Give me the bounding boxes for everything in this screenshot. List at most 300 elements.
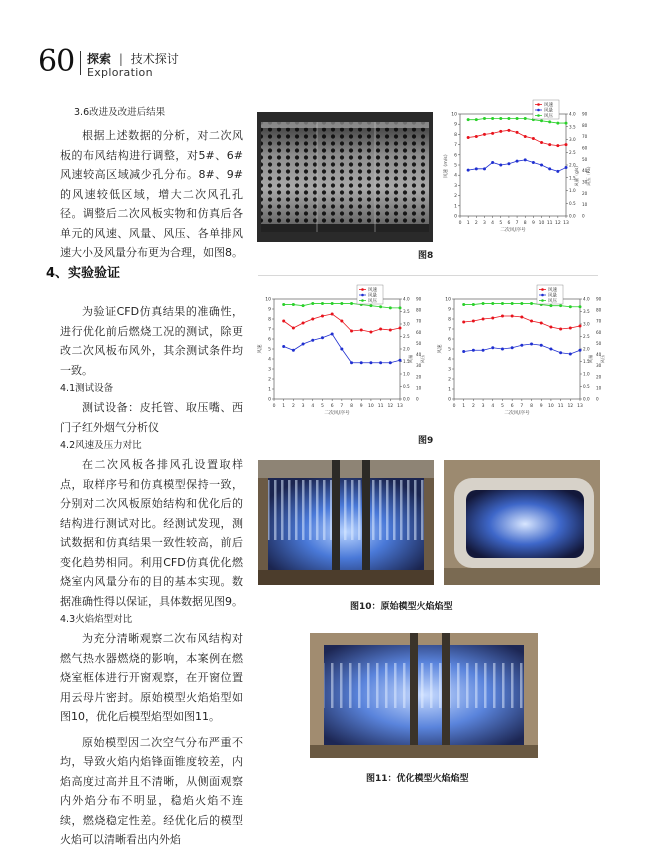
series-point	[369, 331, 372, 334]
x-tick-label: 11	[377, 404, 384, 409]
series-point	[350, 361, 353, 364]
legend-label: 风压	[548, 299, 557, 305]
y3-tick-label: 50	[416, 340, 422, 346]
column-title-main: 探索	[87, 52, 112, 66]
legend-marker	[361, 288, 364, 291]
y3-tick-label: 50	[596, 340, 602, 346]
fig10-caption: 图10：原始模型火焰焰型	[350, 602, 453, 612]
series-point	[282, 320, 285, 323]
series-point	[579, 325, 582, 328]
y-tick-label: 6	[454, 153, 457, 159]
y2-tick-label: 0.0	[583, 396, 590, 402]
series-point	[501, 315, 504, 318]
y3-tick-label: 20	[416, 374, 422, 380]
y2-tick-label: 1.5	[403, 359, 410, 364]
fig8-plate-photo	[257, 112, 433, 242]
series-point	[462, 350, 465, 353]
x-tick-label: 7	[340, 404, 344, 409]
series-point	[475, 118, 478, 121]
legend-marker	[537, 103, 540, 106]
y-tick-label: 8	[454, 132, 457, 138]
series-point	[475, 135, 478, 138]
legend-label: 风速	[368, 288, 377, 294]
y3-tick-label: 70	[582, 134, 588, 140]
x-tick-label: 3	[483, 221, 486, 226]
legend-label: 风压	[544, 114, 553, 120]
perforated-plate-image	[257, 112, 433, 242]
x-tick-label: 13	[397, 404, 403, 409]
section-4-2-title: 4.2风速及压力对比	[60, 440, 142, 451]
y3-tick-label: 90	[596, 296, 602, 302]
section-4-1-paragraph: 测试设备：皮托管、取压嘴、西门子红外烟气分析仪	[60, 401, 243, 434]
series-point	[369, 304, 372, 307]
series-point	[520, 316, 523, 319]
x-tick-label: 4	[491, 404, 495, 409]
legend-marker	[537, 114, 540, 117]
figure-divider	[258, 275, 598, 276]
series-point	[559, 351, 562, 354]
series-point	[483, 117, 486, 120]
plot-frame	[460, 114, 566, 216]
series-point	[556, 144, 559, 147]
y3-tick-label: 70	[596, 318, 602, 324]
y-tick-label: 10	[265, 297, 271, 303]
y3-tick-label: 40	[596, 352, 602, 358]
fig11-flame-photo	[310, 633, 538, 758]
series-point	[491, 346, 494, 349]
series-point	[340, 320, 343, 323]
series-point	[331, 313, 334, 316]
section-4-paragraph: 为验证CFD仿真结果的准确性，进行优化前后燃烧工况的测试，除更改二次风板布风外，其余测试条件均一致。	[60, 305, 243, 377]
series-point	[532, 137, 535, 140]
legend-marker	[541, 294, 544, 297]
y2-tick-label: 1.0	[583, 371, 590, 377]
series-point	[548, 143, 551, 146]
y-tick-label: 6	[268, 337, 271, 343]
y2-tick-label: 2.0	[569, 162, 576, 168]
y3-tick-label: 70	[416, 318, 422, 324]
y-tick-label: 3	[268, 367, 271, 373]
series-point	[472, 303, 475, 306]
series-line-0	[284, 314, 400, 332]
series-point	[321, 302, 324, 305]
y2-tick-label: 3.5	[569, 124, 576, 130]
series-point	[491, 302, 494, 305]
series-point	[482, 349, 485, 352]
y3-tick-label: 30	[416, 363, 422, 369]
section-4-3-title: 4.3火焰焰型对比	[60, 614, 133, 625]
x-axis-label: 二次风/序号	[504, 411, 530, 416]
series-point	[483, 167, 486, 170]
x-tick-label: 3	[301, 404, 305, 409]
y2-tick-label: 4.0	[403, 296, 410, 302]
y2-tick-label: 1.5	[569, 175, 576, 181]
y-tick-label: 8	[268, 317, 271, 323]
series-point	[540, 164, 543, 167]
series-point	[511, 315, 514, 318]
y3-tick-label: 10	[596, 385, 602, 391]
x-tick-label: 0	[458, 221, 462, 226]
y2-tick-label: 1.0	[403, 371, 410, 377]
series-point	[548, 120, 551, 123]
section-3-6-paragraph: 根据上述数据的分析，对二次风板的布风结构进行调整，对5#、6#风速较高区域减少孔分布。8#、9#的风速较低区域，增大二次风孔孔径。调整后二次风板实物和仿真后各单元的风速、风量、风压、各单排风速大小及风量分布更为合理，如图8。	[60, 129, 243, 259]
series-point	[389, 361, 392, 364]
y3-tick-label: 10	[416, 385, 422, 391]
series-point	[548, 167, 551, 170]
x-tick-label: 12	[554, 221, 561, 226]
series-point	[530, 302, 533, 305]
series-point	[579, 305, 582, 308]
optimized-flame-image	[310, 633, 538, 758]
x-tick-label: 10	[548, 404, 554, 409]
y-tick-label: 4	[448, 357, 451, 363]
column-title-en: Exploration	[87, 66, 153, 79]
y-tick-label: 6	[448, 337, 451, 343]
section-4-1-title: 4.1测试设备	[60, 383, 114, 394]
y-tick-label: 3	[448, 367, 451, 373]
y3-tick-label: 40	[416, 352, 422, 358]
y3-tick-label: 50	[582, 156, 588, 162]
x-tick-label: 0	[452, 404, 456, 409]
series-point	[360, 361, 363, 364]
y3-tick-label: 80	[582, 122, 588, 128]
fig11-caption: 图11：优化模型火焰焰型	[366, 774, 469, 784]
series-point	[569, 353, 572, 356]
series-point	[530, 343, 533, 346]
y-tick-label: 0	[268, 397, 271, 403]
fig9-left-line-chart	[252, 283, 424, 419]
y3-tick-label: 90	[582, 111, 588, 117]
series-point	[321, 315, 324, 318]
y3-tick-label: 20	[582, 190, 588, 196]
series-point	[472, 320, 475, 323]
series-point	[511, 302, 514, 305]
y3-axis-label: 风压	[600, 354, 605, 364]
series-point	[524, 135, 527, 138]
y-tick-label: 2	[448, 377, 451, 383]
legend-marker	[537, 109, 540, 112]
y-tick-label: 10	[451, 112, 457, 118]
x-tick-label: 9	[531, 221, 535, 226]
series-point	[389, 306, 392, 309]
series-point	[472, 349, 475, 352]
series-point	[520, 344, 523, 347]
series-point	[467, 118, 470, 121]
x-tick-label: 11	[546, 221, 553, 226]
series-point	[340, 348, 343, 351]
y2-tick-label: 2.0	[583, 346, 590, 352]
series-point	[350, 302, 353, 305]
series-point	[491, 161, 494, 164]
series-point	[311, 318, 314, 321]
series-point	[399, 306, 402, 309]
x-tick-label: 10	[368, 404, 374, 409]
series-point	[482, 302, 485, 305]
y-tick-label: 0	[454, 214, 457, 220]
series-point	[516, 131, 519, 134]
x-tick-label: 6	[330, 404, 334, 409]
section-3-6	[60, 104, 243, 263]
series-point	[467, 169, 470, 172]
x-tick-label: 1	[466, 221, 470, 226]
y2-tick-label: 4.0	[583, 296, 590, 302]
y2-tick-label: 1.0	[569, 188, 576, 193]
series-point	[483, 133, 486, 136]
x-tick-label: 12	[387, 404, 394, 409]
y-tick-label: 7	[454, 143, 457, 149]
x-tick-label: 13	[563, 221, 569, 226]
series-point	[369, 361, 372, 364]
y3-tick-label: 90	[416, 296, 422, 302]
original-flame-image	[258, 460, 434, 585]
legend-marker	[541, 299, 544, 302]
series-point	[507, 117, 510, 120]
series-point	[462, 321, 465, 324]
x-tick-label: 5	[321, 404, 324, 409]
y-tick-label: 5	[454, 163, 457, 169]
x-tick-label: 8	[523, 221, 527, 226]
y2-tick-label: 3.0	[403, 321, 410, 327]
y2-axis-label: 风量	[588, 354, 593, 364]
y2-axis-label: 风量（g/s）	[574, 163, 579, 187]
y-tick-label: 9	[268, 307, 271, 313]
x-tick-label: 2	[471, 404, 475, 409]
y2-tick-label: 2.0	[403, 346, 410, 352]
fig9-caption: 图9	[418, 436, 434, 446]
y-tick-label: 9	[454, 122, 457, 128]
x-tick-label: 6	[510, 404, 514, 409]
y2-tick-label: 3.0	[583, 321, 590, 327]
series-point	[491, 117, 494, 120]
y-axis-label: 风速	[258, 344, 263, 354]
y3-tick-label: 60	[582, 145, 588, 151]
y3-tick-label: 0	[582, 213, 585, 219]
y3-tick-label: 30	[582, 179, 588, 185]
series-point	[282, 345, 285, 348]
series-point	[507, 162, 510, 165]
x-tick-label: 9	[359, 404, 363, 409]
series-point	[556, 170, 559, 173]
y3-tick-label: 40	[582, 168, 588, 174]
series-point	[292, 327, 295, 330]
series-point	[302, 304, 305, 307]
y2-axis-label: 风量	[408, 354, 413, 364]
section-4-3-paragraph-2: 原始模型因二次空气分布严重不均，导致火焰内焰锋面锥度较差，内焰高度过高并且不清晰，从侧面观察内外焰分布不明显，稳焰火焰不连续，燃烧稳定性差。经优化后的模型火焰可以清晰看出内外焰	[60, 735, 243, 846]
x-tick-label: 3	[481, 404, 485, 409]
series-point	[540, 119, 543, 122]
y3-tick-label: 0	[596, 396, 599, 402]
y2-tick-label: 0.0	[403, 396, 410, 402]
y-tick-label: 1	[268, 387, 271, 393]
original-flame-side-image	[444, 460, 600, 585]
series-point	[579, 349, 582, 352]
fig10-flame-photo-left	[258, 460, 434, 585]
series-point	[556, 122, 559, 125]
series-point	[499, 117, 502, 120]
y2-tick-label: 3.5	[403, 309, 410, 314]
series-point	[524, 158, 527, 161]
y3-tick-label: 20	[596, 374, 602, 380]
x-tick-label: 11	[557, 404, 564, 409]
legend-label: 风量	[548, 293, 557, 299]
y2-tick-label: 2.5	[569, 149, 576, 155]
series-point	[462, 303, 465, 306]
y2-tick-label: 1.5	[583, 359, 590, 364]
y-tick-label: 7	[448, 327, 451, 333]
x-tick-label: 8	[530, 404, 533, 409]
x-tick-label: 5	[501, 404, 504, 409]
series-point	[292, 303, 295, 306]
x-tick-label: 0	[272, 404, 276, 409]
series-point	[540, 322, 543, 325]
x-tick-label: 1	[282, 404, 286, 409]
series-point	[565, 122, 568, 125]
x-tick-label: 9	[539, 404, 543, 409]
series-point	[530, 320, 533, 323]
x-tick-label: 5	[499, 221, 503, 226]
x-tick-label: 8	[350, 404, 353, 409]
x-tick-label: 1	[462, 404, 466, 409]
series-point	[379, 305, 382, 308]
series-point	[511, 346, 514, 349]
fig8-line-chart	[438, 98, 590, 236]
series-point	[532, 161, 535, 164]
series-point	[331, 333, 334, 336]
legend-marker	[361, 294, 364, 297]
fig8-caption: 图8	[418, 251, 434, 261]
y-tick-label: 1	[454, 204, 457, 210]
series-point	[399, 359, 402, 362]
y-tick-label: 1	[448, 387, 451, 393]
series-point	[559, 328, 562, 331]
series-point	[569, 305, 572, 308]
y2-tick-label: 3.0	[569, 137, 576, 142]
legend-marker	[541, 288, 544, 291]
fig9-right-line-chart	[432, 283, 604, 419]
y-tick-label: 5	[448, 347, 451, 353]
series-point	[360, 329, 363, 332]
series-point	[302, 343, 305, 346]
series-point	[540, 141, 543, 144]
legend-label: 风量	[544, 108, 553, 114]
series-point	[475, 167, 478, 170]
legend-label: 风速	[548, 288, 557, 294]
section-4-title: 4、实验验证	[46, 266, 121, 281]
y2-tick-label: 0.5	[583, 384, 590, 389]
y-tick-label: 10	[445, 297, 451, 303]
series-point	[482, 318, 485, 321]
series-point	[379, 328, 382, 331]
series-point	[491, 132, 494, 135]
series-point	[549, 348, 552, 351]
y2-tick-label: 2.5	[583, 334, 590, 339]
series-point	[331, 302, 334, 305]
x-tick-label: 6	[507, 221, 511, 226]
x-axis-label: 二次风/序号	[500, 228, 526, 233]
legend-marker	[361, 299, 364, 302]
y2-tick-label: 2.5	[403, 334, 410, 339]
x-tick-label: 2	[291, 404, 295, 409]
x-tick-label: 2	[474, 221, 478, 226]
series-point	[516, 117, 519, 120]
series-point	[569, 327, 572, 330]
x-tick-label: 7	[520, 404, 524, 409]
legend-label: 风量	[368, 293, 377, 299]
series-point	[540, 344, 543, 347]
series-point	[467, 136, 470, 139]
y2-tick-label: 0.5	[403, 384, 410, 389]
series-point	[516, 160, 519, 163]
section-4-3-paragraph: 为充分清晰观察二次布风结构对燃气热水器燃烧的影响，本案例在燃烧室框体进行开窗观察，在开窗位置用云母片密封。原始模型火焰焰型如图10，优化后模型焰型如图11。	[60, 632, 243, 723]
series-point	[340, 302, 343, 305]
y3-tick-label: 60	[596, 329, 602, 335]
x-tick-label: 10	[538, 221, 545, 226]
y-tick-label: 5	[268, 347, 271, 353]
section-3-6-title: 3.6改进及改进后结果	[74, 107, 166, 118]
y2-tick-label: 3.5	[583, 309, 590, 314]
x-axis-label: 二次风/序号	[324, 411, 350, 416]
series-point	[524, 117, 527, 120]
y3-tick-label: 30	[596, 363, 602, 369]
x-tick-label: 4	[311, 404, 315, 409]
y-axis-label: 风速	[438, 344, 443, 354]
series-point	[499, 164, 502, 167]
x-tick-label: 13	[577, 404, 583, 409]
series-point	[350, 330, 353, 333]
y-tick-label: 8	[448, 317, 451, 323]
series-point	[311, 302, 314, 305]
y3-axis-label: 风压（Pa）	[586, 164, 591, 186]
series-point	[507, 129, 510, 132]
series-point	[520, 302, 523, 305]
series-point	[311, 339, 314, 342]
section-4	[60, 302, 243, 850]
series-point	[491, 317, 494, 320]
series-point	[565, 143, 568, 146]
series-point	[501, 348, 504, 351]
x-tick-label: 12	[567, 404, 574, 409]
section-4-2-paragraph: 在二次风板各排风孔设置取样点，取样序号和仿真模型保持一致，分别对二次风板原始结构和优化后的结构进行测试对比。经测试发现，测试数据和仿真结果一致性较高，前后变化趋势相同。利用CFD仿真优化燃烧室内风量分布的目的基本实现。数据准确性得以保证，具体数据见图9。	[60, 458, 243, 608]
y3-tick-label: 10	[582, 202, 588, 208]
y3-tick-label: 80	[416, 307, 422, 313]
series-point	[499, 130, 502, 133]
series-point	[302, 322, 305, 325]
fig10-flame-photo-right	[444, 460, 600, 585]
series-point	[282, 303, 285, 306]
page-number: 60	[38, 44, 75, 79]
legend-label: 风压	[368, 299, 377, 305]
column-title: 探索 | 技术探讨	[87, 52, 179, 66]
y-tick-label: 7	[268, 327, 271, 333]
series-point	[549, 304, 552, 307]
legend-label: 风速	[544, 103, 553, 109]
x-tick-label: 4	[491, 221, 495, 226]
header-divider	[80, 51, 81, 75]
series-point	[565, 166, 568, 169]
y3-tick-label: 80	[596, 307, 602, 313]
series-point	[389, 329, 392, 332]
y2-tick-label: 0.5	[569, 200, 576, 206]
y-tick-label: 2	[268, 377, 271, 383]
series-point	[379, 361, 382, 364]
series-point	[399, 327, 402, 330]
y-tick-label: 4	[268, 357, 271, 363]
y3-tick-label: 0	[416, 396, 419, 402]
series-point	[292, 349, 295, 352]
y-tick-label: 0	[448, 397, 451, 403]
series-point	[501, 302, 504, 305]
y2-tick-label: 4.0	[569, 111, 576, 117]
